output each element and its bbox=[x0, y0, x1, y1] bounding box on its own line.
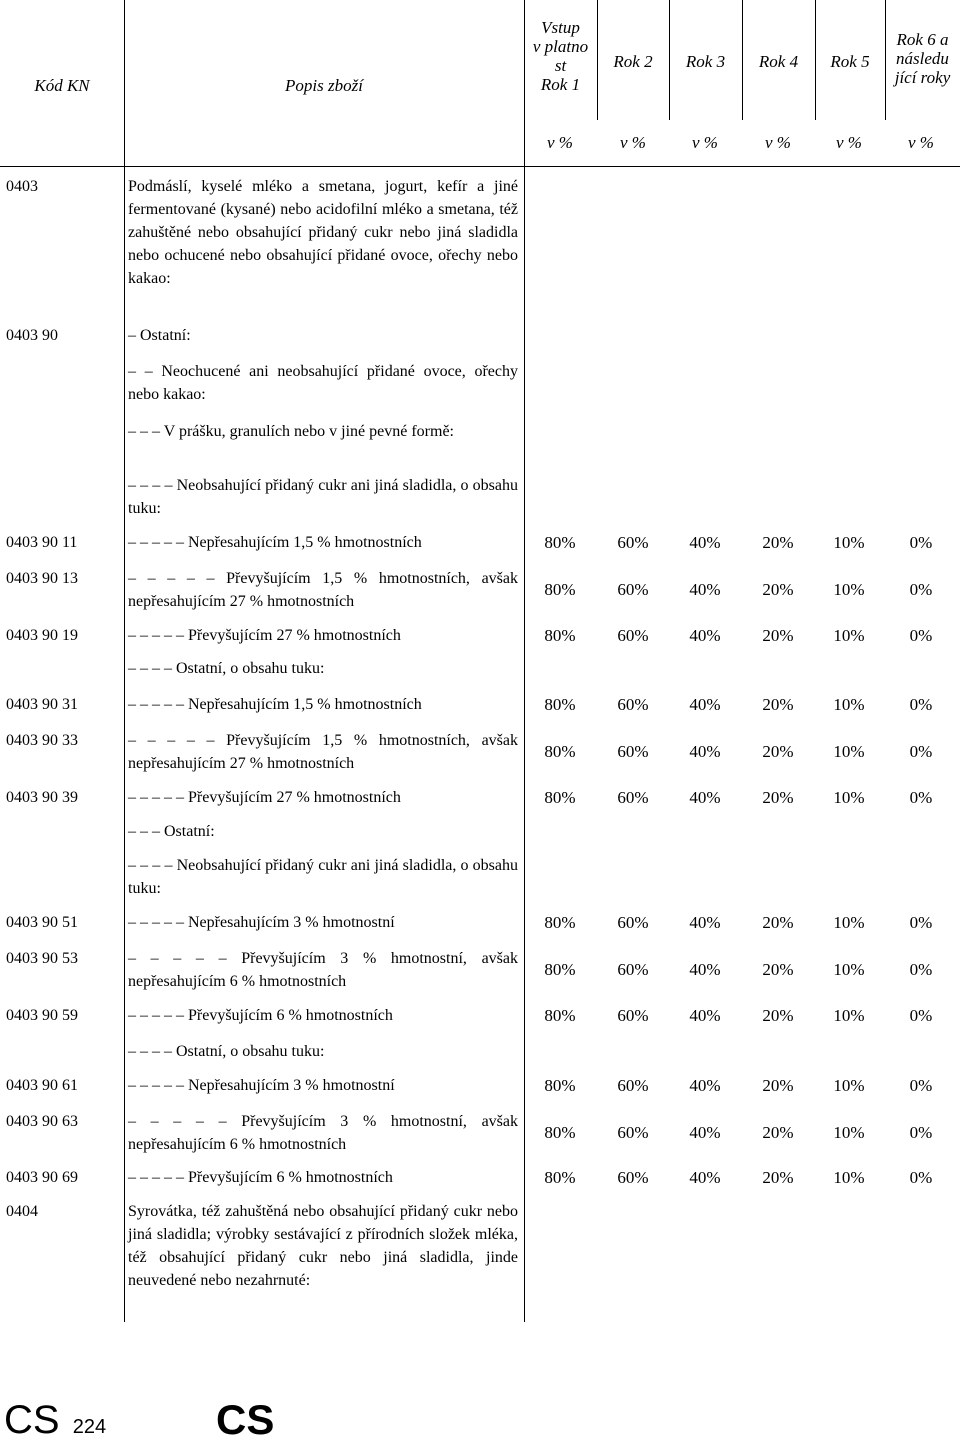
cn-code: 0403 90 11 bbox=[6, 534, 78, 551]
rate-year-1: 80% bbox=[544, 960, 576, 979]
cn-code: 0403 90 bbox=[6, 327, 58, 344]
header-description: Popis zboží bbox=[285, 76, 363, 95]
rate-year-1: 80% bbox=[544, 1168, 576, 1187]
rate-year-5: 10% bbox=[833, 626, 865, 645]
cn-code: 0403 90 59 bbox=[6, 1007, 78, 1024]
rate-year-4: 20% bbox=[762, 788, 794, 807]
rate-year-1: 80% bbox=[544, 788, 576, 807]
rate-year-5: 10% bbox=[833, 742, 865, 761]
header-year5: Rok 5 bbox=[830, 52, 870, 71]
footer-right-language-code: CS bbox=[216, 1396, 275, 1443]
rate-year-2: 60% bbox=[617, 1123, 649, 1142]
rate-year-5: 10% bbox=[833, 1168, 865, 1187]
cn-code: 0403 90 31 bbox=[6, 696, 78, 713]
rate-year-3: 40% bbox=[689, 695, 721, 714]
col-divider-code bbox=[124, 0, 125, 1322]
rate-year-1: 80% bbox=[544, 913, 576, 932]
rate-year-5: 10% bbox=[833, 913, 865, 932]
rate-year-6: 0% bbox=[909, 742, 933, 761]
goods-description: – – – – – Převyšujícím 3 % hmotnostní, avšak nepřesahujícím 6 % hmotnostních bbox=[128, 1113, 518, 1153]
header-year1-line4: Rok 1 bbox=[540, 75, 581, 94]
rate-year-2: 60% bbox=[617, 913, 649, 932]
rate-year-6: 0% bbox=[909, 913, 933, 932]
rate-year-5: 10% bbox=[833, 960, 865, 979]
page-number: 224 bbox=[72, 1416, 107, 1438]
rate-year-4: 20% bbox=[762, 913, 794, 932]
rate-year-2: 60% bbox=[617, 1168, 649, 1187]
cn-code: 0403 90 39 bbox=[6, 789, 78, 806]
goods-description: – – – – – Převyšujícím 6 % hmotnostních bbox=[128, 1007, 393, 1024]
header-year2: Rok 2 bbox=[613, 52, 653, 71]
goods-description: – – – – – Převyšujícím 27 % hmotnostních bbox=[128, 627, 401, 644]
goods-description: – – – – Neobsahující přidaný cukr ani jiná sladidla, o obsahu tuku: bbox=[128, 857, 518, 897]
cn-code: 0403 90 63 bbox=[6, 1113, 78, 1130]
header-year1 bbox=[524, 18, 597, 94]
goods-description: Podmáslí, kyselé mléko a smetana, jogurt, kefír a jiné fermentované (kysané) nebo acidofilní mléko a smetana, též zahuštěné nebo obsahující přidaný cukr nebo jiná sladidla nebo ochucené nebo obsahující přidané ovoce, ořechy nebo kakao: bbox=[128, 178, 518, 287]
goods-description: – – – – Ostatní, o obsahu tuku: bbox=[128, 1043, 325, 1060]
header-year3: Rok 3 bbox=[685, 52, 726, 71]
cn-code: 0403 90 51 bbox=[6, 914, 78, 931]
unit-y2: v % bbox=[620, 133, 646, 152]
rate-year-6: 0% bbox=[909, 960, 933, 979]
goods-description: – – – – – Převyšujícím 6 % hmotnostních bbox=[128, 1169, 393, 1186]
unit-y3: v % bbox=[692, 133, 718, 152]
rate-year-3: 40% bbox=[689, 1076, 721, 1095]
unit-y1: v % bbox=[547, 133, 573, 152]
rate-year-1: 80% bbox=[544, 580, 576, 599]
rate-year-6: 0% bbox=[909, 788, 933, 807]
rate-year-5: 10% bbox=[833, 788, 865, 807]
cn-code: 0404 bbox=[6, 1203, 38, 1220]
goods-description: – – – – – Převyšujícím 1,5 % hmotnostních, avšak nepřesahujícím 27 % hmotnostních bbox=[128, 570, 518, 610]
header-year6-line3: jící roky bbox=[894, 68, 951, 87]
rate-year-6: 0% bbox=[909, 1123, 933, 1142]
header-year6 bbox=[885, 30, 960, 87]
footer-left bbox=[4, 1398, 106, 1449]
rate-year-2: 60% bbox=[617, 580, 649, 599]
rate-year-6: 0% bbox=[909, 1006, 933, 1025]
cn-code: 0403 90 19 bbox=[6, 627, 78, 644]
rate-year-2: 60% bbox=[617, 960, 649, 979]
rate-year-6: 0% bbox=[909, 533, 933, 552]
goods-description: – – – V prášku, granulích nebo v jiné pevné formě: bbox=[128, 423, 454, 440]
unit-y5: v % bbox=[836, 133, 862, 152]
rate-year-5: 10% bbox=[833, 695, 865, 714]
rate-year-2: 60% bbox=[617, 695, 649, 714]
header-year6-line2: následu bbox=[896, 49, 949, 68]
goods-description: – – – – – Převyšujícím 1,5 % hmotnostních, avšak nepřesahujícím 27 % hmotnostních bbox=[128, 732, 518, 772]
rate-year-1: 80% bbox=[544, 1006, 576, 1025]
rate-year-2: 60% bbox=[617, 742, 649, 761]
rate-year-5: 10% bbox=[833, 1123, 865, 1142]
rate-year-4: 20% bbox=[762, 533, 794, 552]
unit-y4: v % bbox=[765, 133, 791, 152]
rate-year-3: 40% bbox=[689, 1006, 721, 1025]
rate-year-3: 40% bbox=[689, 960, 721, 979]
rate-year-1: 80% bbox=[544, 1076, 576, 1095]
header-year4: Rok 4 bbox=[758, 52, 799, 71]
goods-description: – – – – – Nepřesahujícím 3 % hmotnostní bbox=[128, 914, 395, 931]
goods-description: – – – – Ostatní, o obsahu tuku: bbox=[128, 660, 325, 677]
rate-year-1: 80% bbox=[544, 1123, 576, 1142]
header-code: Kód KN bbox=[34, 76, 90, 95]
goods-description: – – – – – Nepřesahujícím 1,5 % hmotnostních bbox=[128, 696, 422, 713]
header-year1-line2: v platno bbox=[532, 37, 589, 56]
rate-year-1: 80% bbox=[544, 742, 576, 761]
rate-year-4: 20% bbox=[762, 960, 794, 979]
cn-code: 0403 90 53 bbox=[6, 950, 78, 967]
goods-description: – – – – – Nepřesahujícím 3 % hmotnostní bbox=[128, 1077, 395, 1094]
goods-description: – – – – – Převyšujícím 27 % hmotnostních bbox=[128, 789, 401, 806]
rate-year-2: 60% bbox=[617, 626, 649, 645]
goods-description: – Ostatní: bbox=[128, 327, 191, 344]
rate-year-2: 60% bbox=[617, 1006, 649, 1025]
rate-year-3: 40% bbox=[689, 626, 721, 645]
rate-year-6: 0% bbox=[909, 1168, 933, 1187]
rate-year-6: 0% bbox=[909, 580, 933, 599]
header-year1-line3: st bbox=[554, 56, 567, 75]
rate-year-3: 40% bbox=[689, 580, 721, 599]
rate-year-3: 40% bbox=[689, 1168, 721, 1187]
rate-year-5: 10% bbox=[833, 1006, 865, 1025]
cn-code: 0403 90 33 bbox=[6, 732, 78, 749]
rate-year-4: 20% bbox=[762, 580, 794, 599]
unit-y6: v % bbox=[908, 133, 934, 152]
cn-code: 0403 90 61 bbox=[6, 1077, 78, 1094]
header-rule bbox=[0, 166, 960, 167]
rate-year-4: 20% bbox=[762, 1076, 794, 1095]
rate-year-1: 80% bbox=[544, 626, 576, 645]
rate-year-5: 10% bbox=[833, 580, 865, 599]
goods-description: – – – Ostatní: bbox=[128, 823, 215, 840]
rate-year-6: 0% bbox=[909, 695, 933, 714]
cn-code: 0403 90 13 bbox=[6, 570, 78, 587]
rate-year-2: 60% bbox=[617, 1076, 649, 1095]
rate-year-4: 20% bbox=[762, 695, 794, 714]
goods-description: – – – – Neobsahující přidaný cukr ani jiná sladidla, o obsahu tuku: bbox=[128, 477, 518, 517]
rate-year-6: 0% bbox=[909, 1076, 933, 1095]
rate-year-3: 40% bbox=[689, 533, 721, 552]
rate-year-3: 40% bbox=[689, 1123, 721, 1142]
rate-year-4: 20% bbox=[762, 626, 794, 645]
rate-year-4: 20% bbox=[762, 1006, 794, 1025]
rate-year-4: 20% bbox=[762, 1168, 794, 1187]
rate-year-1: 80% bbox=[544, 533, 576, 552]
rate-year-1: 80% bbox=[544, 695, 576, 714]
rate-year-2: 60% bbox=[617, 788, 649, 807]
header-year6-line1: Rok 6 a bbox=[896, 30, 949, 49]
cn-code: 0403 bbox=[6, 178, 38, 195]
cn-code: 0403 90 69 bbox=[6, 1169, 78, 1186]
rate-year-6: 0% bbox=[909, 626, 933, 645]
header-year1-line1: Vstup bbox=[541, 18, 580, 37]
rate-year-4: 20% bbox=[762, 1123, 794, 1142]
rate-year-4: 20% bbox=[762, 742, 794, 761]
goods-description: – – Neochucené ani neobsahující přidané ovoce, ořechy nebo kakao: bbox=[128, 363, 518, 403]
goods-description: – – – – – Převyšujícím 3 % hmotnostní, avšak nepřesahujícím 6 % hmotnostních bbox=[128, 950, 518, 990]
rate-year-3: 40% bbox=[689, 742, 721, 761]
rate-year-5: 10% bbox=[833, 533, 865, 552]
goods-description: – – – – – Nepřesahujícím 1,5 % hmotnostních bbox=[128, 534, 422, 551]
goods-description: Syrovátka, též zahuštěná nebo obsahující přidaný cukr nebo jiná sladidla; výrobky sestávající z přírodních složek mléka, též obsahující přidaný cukr nebo jiná sladidla, jinde neuvedené nebo nezahrnuté: bbox=[128, 1203, 518, 1289]
rate-year-5: 10% bbox=[833, 1076, 865, 1095]
footer-language-code: CS bbox=[4, 1398, 60, 1442]
rate-year-2: 60% bbox=[617, 533, 649, 552]
rate-year-3: 40% bbox=[689, 788, 721, 807]
rate-year-3: 40% bbox=[689, 913, 721, 932]
